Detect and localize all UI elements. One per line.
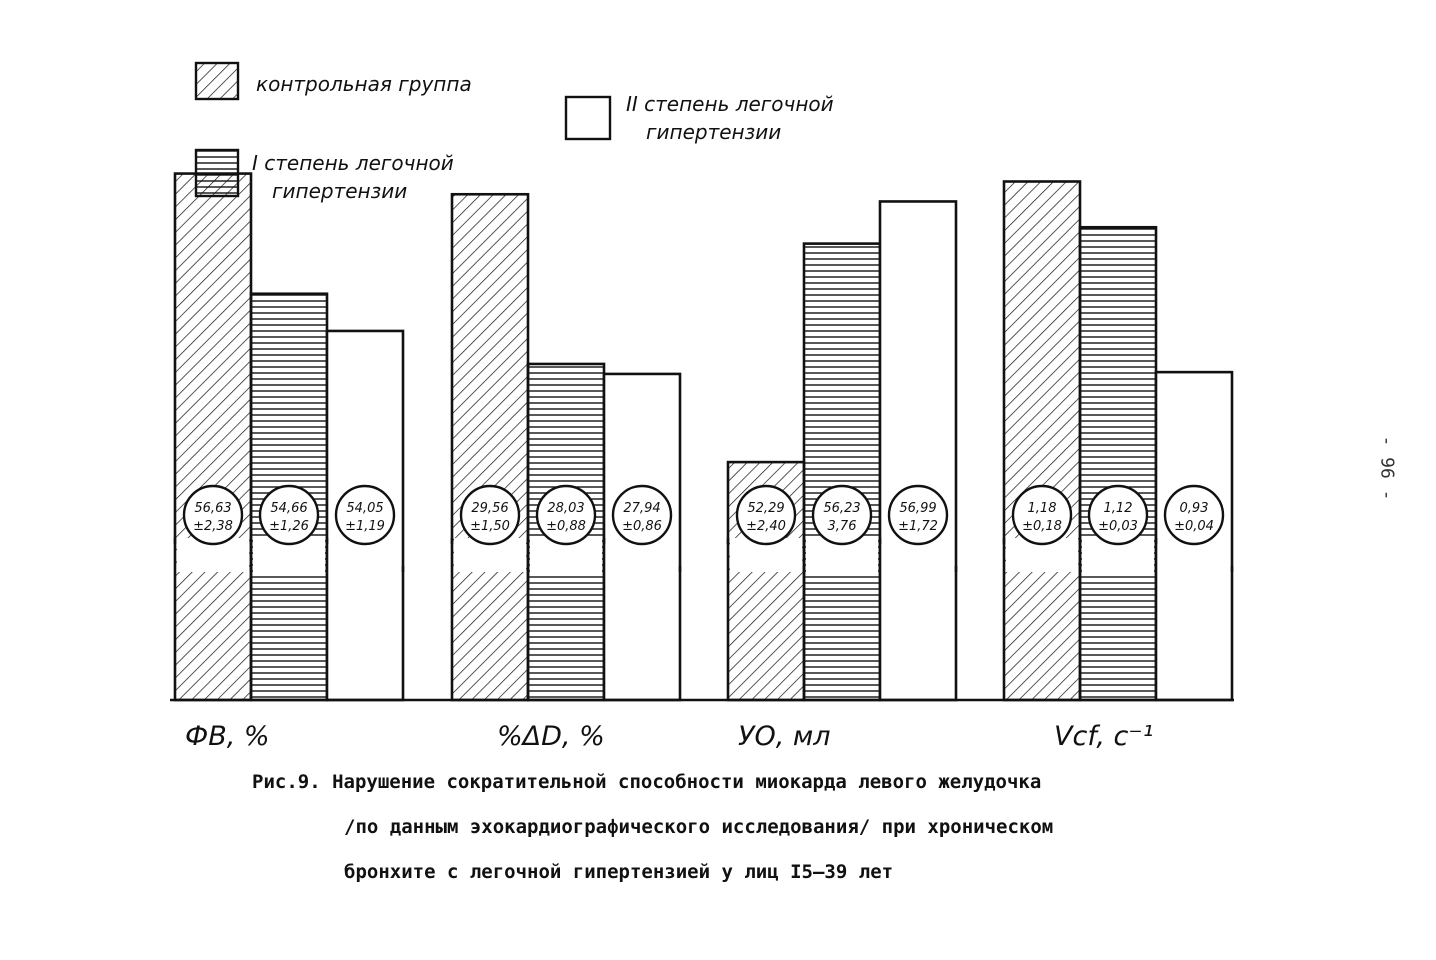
error-label: ±1,26 — [269, 519, 309, 534]
x-tick-label: ФВ, % — [185, 721, 270, 752]
value-label: 56,63 — [194, 501, 232, 516]
value-label: 54,05 — [346, 501, 384, 516]
value-label: 56,99 — [899, 501, 937, 516]
caption-line-2: /по данным эхокардиографического исследования/ при хроническом — [344, 816, 1054, 838]
legend-swatch — [566, 97, 610, 139]
error-label: 3,76 — [827, 519, 857, 534]
caption-line-1: Рис.9. Нарушение сократительной способности миокарда левого желудочка — [252, 771, 1042, 793]
bar-3-group-3 — [880, 201, 956, 700]
error-label: ±2,38 — [193, 519, 233, 534]
error-label: ±0,03 — [1098, 519, 1138, 534]
x-tick-label: Vcf, с⁻¹ — [1054, 721, 1154, 752]
error-label: ±0,18 — [1022, 519, 1062, 534]
bar-2-group-4 — [1080, 227, 1156, 700]
error-label: ±1,50 — [470, 519, 510, 534]
value-label: 1,12 — [1103, 501, 1133, 516]
value-label: 0,93 — [1179, 501, 1209, 516]
value-label: 52,29 — [747, 501, 785, 516]
value-label: 1,18 — [1027, 501, 1057, 516]
bar-1-group-4 — [1004, 182, 1080, 701]
bar-2-group-3 — [804, 244, 880, 700]
value-label: 27,94 — [623, 501, 661, 516]
error-label: ±0,86 — [622, 519, 662, 534]
legend-label: I степень легочной — [252, 151, 454, 175]
error-label: ±1,72 — [898, 519, 938, 534]
error-label: ±2,40 — [746, 519, 786, 534]
bar-1-group-1 — [175, 174, 251, 700]
x-tick-label: УО, мл — [738, 721, 831, 752]
caption-line-3: бронхите с легочной гипертензией у лиц I5–39 лет — [344, 861, 894, 883]
legend-label: гипертензии — [272, 179, 408, 203]
error-label: ±1,19 — [345, 519, 385, 534]
error-label: ±0,04 — [1174, 519, 1214, 534]
legend-label: гипертензии — [646, 120, 782, 144]
error-label: ±0,88 — [546, 519, 586, 534]
legend-swatch — [196, 63, 238, 99]
value-label: 28,03 — [547, 501, 585, 516]
figure-caption — [252, 760, 1252, 895]
x-tick-label: %ΔD, % — [497, 721, 605, 752]
legend-label: контрольная группа — [256, 72, 472, 96]
bar-1-group-2 — [452, 194, 528, 700]
value-label: 29,56 — [471, 501, 509, 516]
value-label: 54,66 — [270, 501, 308, 516]
page-number: - 96 - — [1376, 435, 1398, 501]
legend-label: II степень легочной — [626, 92, 834, 116]
value-label: 56,23 — [823, 501, 861, 516]
